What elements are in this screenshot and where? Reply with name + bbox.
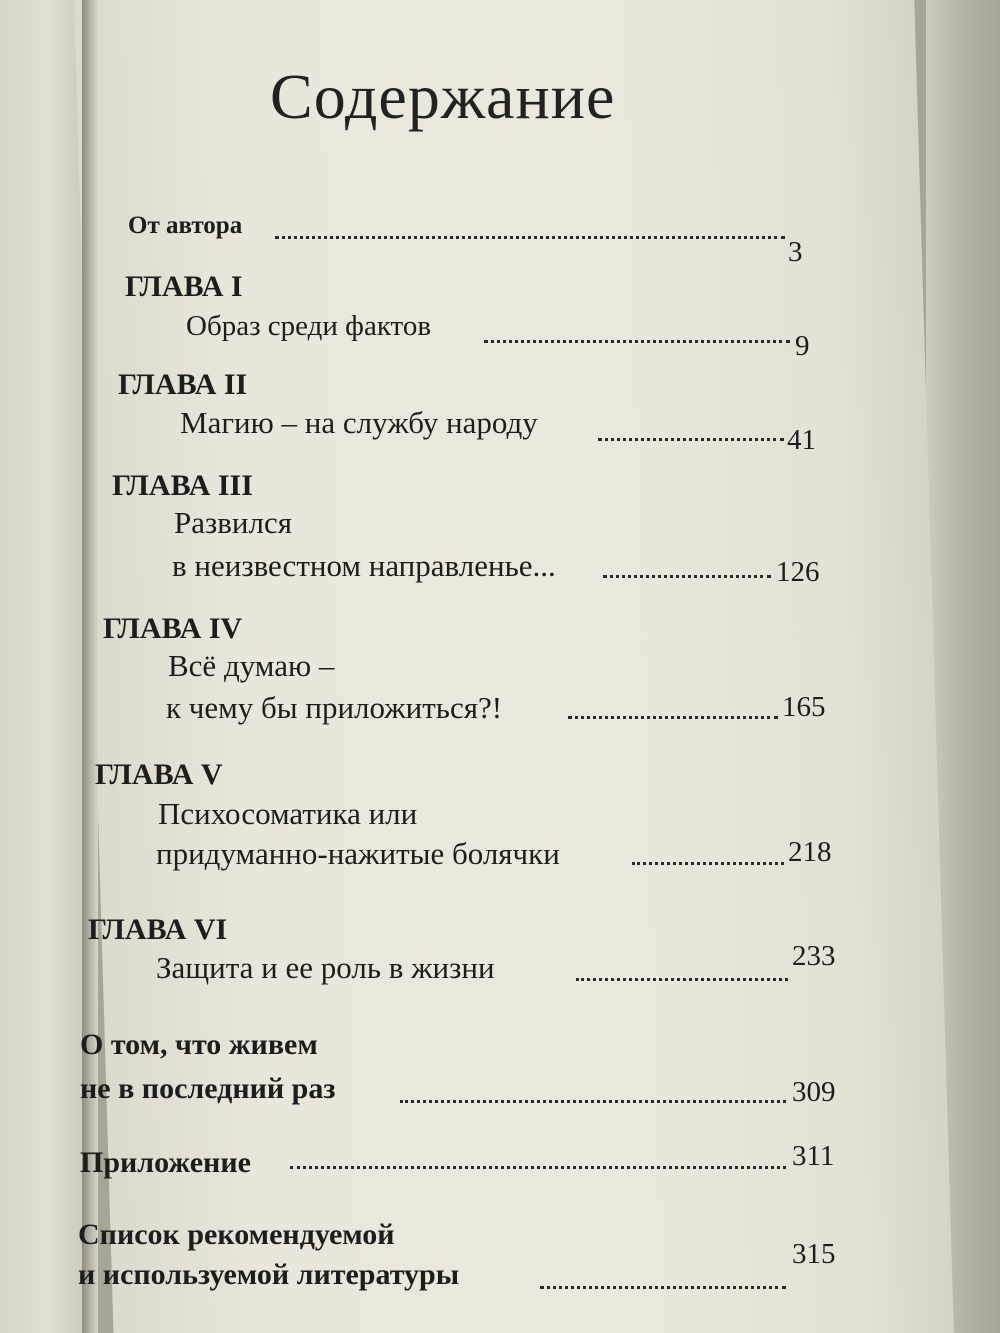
dot-leader: [484, 340, 790, 343]
page-number: 218: [788, 836, 832, 868]
toc-entry-title: От автора: [128, 212, 243, 239]
dot-leader: [275, 236, 785, 239]
dot-leader: [576, 978, 788, 981]
page-title: Содержание: [270, 61, 616, 132]
dot-leader: [290, 1166, 786, 1169]
toc-entry-title-line: Всё думаю –: [168, 648, 335, 683]
toc-entry-title-line: не в последний раз: [80, 1072, 336, 1105]
previous-page-edge: [0, 0, 92, 1333]
dot-leader: [598, 438, 784, 441]
chapter-heading: ГЛАВА III: [112, 469, 253, 502]
page-number: 311: [792, 1140, 835, 1172]
dot-leader: [568, 716, 778, 719]
toc-entry-title-line: Развился: [174, 505, 292, 540]
toc-entry-title-line: О том, что живем: [80, 1028, 318, 1061]
page-number: 3: [788, 236, 803, 268]
page-number: 165: [782, 691, 826, 723]
toc-entry-title-line: Список рекомендуемой: [78, 1218, 395, 1251]
chapter-heading: ГЛАВА II: [118, 368, 248, 401]
dot-leader: [632, 862, 784, 865]
dot-leader: [400, 1100, 786, 1103]
page-number: 233: [792, 940, 836, 972]
chapter-heading: ГЛАВА I: [125, 270, 243, 303]
page-number: 309: [792, 1076, 836, 1108]
page-number: 126: [776, 556, 820, 588]
page-number: 41: [787, 424, 816, 456]
chapter-heading: ГЛАВА VI: [88, 913, 228, 946]
toc-entry-title: Защита и ее роль в жизни: [156, 950, 495, 985]
dot-leader: [603, 575, 771, 578]
toc-entry-title-line: к чему бы приложиться?!: [166, 690, 503, 725]
page-number: 9: [795, 330, 810, 362]
toc-entry-title: Магию – на службу народу: [180, 405, 538, 440]
toc-entry-title-line: в неизвестном направленье...: [172, 548, 556, 583]
toc-entry-title: Образ среди фактов: [186, 310, 432, 342]
previous-page-bleed: [0, 0, 72, 1323]
dot-leader: [540, 1286, 786, 1289]
toc-entry-title-line: придуманно-нажитые болячки: [156, 836, 560, 871]
page-number: 315: [792, 1238, 836, 1270]
toc-entry-title-line: Психосоматика или: [158, 796, 418, 831]
book-spine: [82, 0, 98, 1333]
chapter-heading: ГЛАВА V: [95, 758, 223, 791]
chapter-heading: ГЛАВА IV: [103, 612, 243, 645]
toc-entry-title-line: и используемой литературы: [78, 1258, 460, 1291]
toc-entry-title: Приложение: [80, 1146, 251, 1179]
